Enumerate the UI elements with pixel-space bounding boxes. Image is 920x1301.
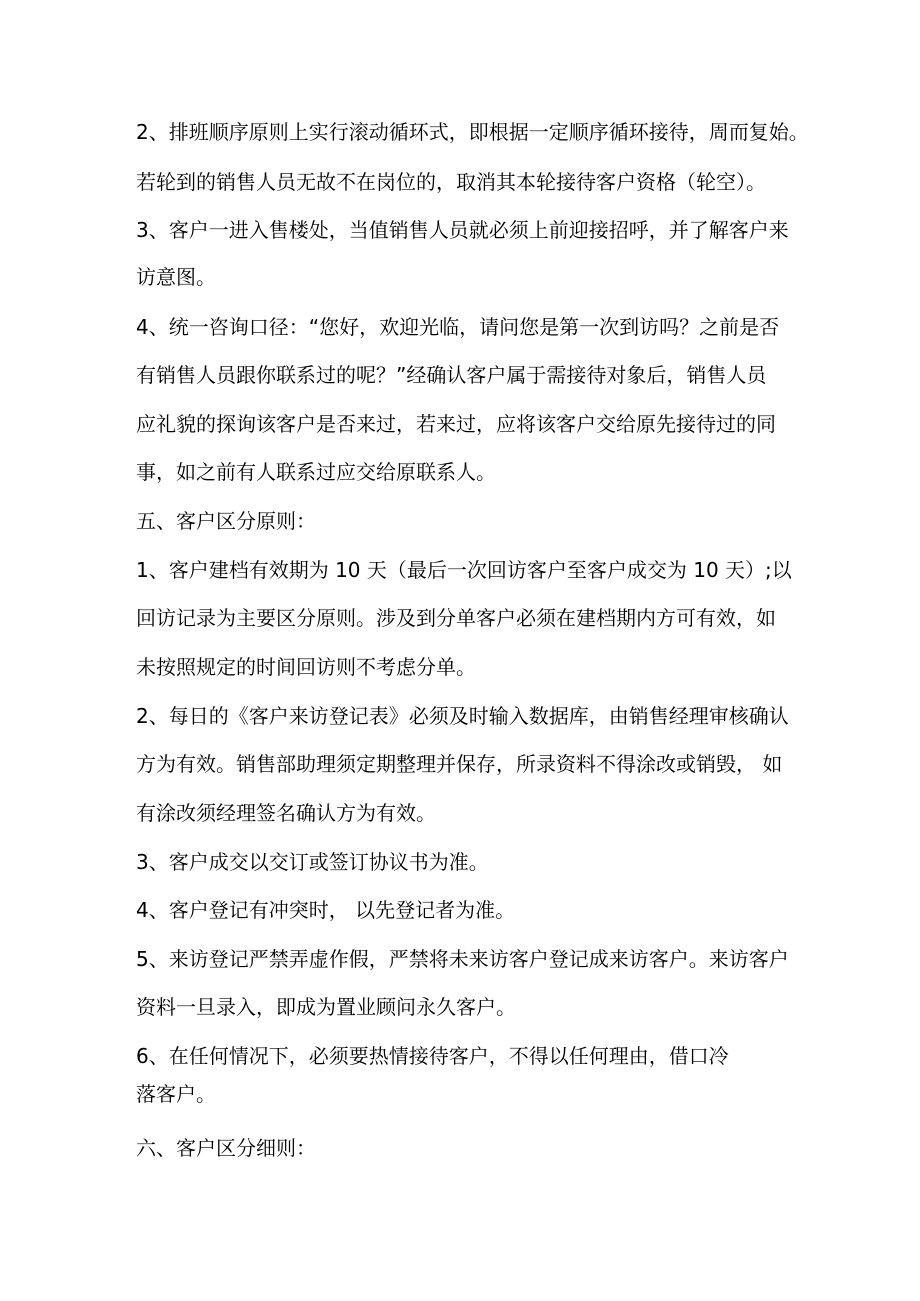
section-heading: 六、客户区分细则： <box>136 1136 316 1160</box>
section-heading: 五、客户区分原则： <box>136 509 316 533</box>
text-line: 有销售人员跟你联系过的呢？”经确认客户属于需接待对象后，销售人员 <box>136 363 767 387</box>
text-line: 1、客户建档有效期为 10 天（最后一次回访客户至客户成交为 10 天）;以 <box>136 558 792 582</box>
text-line: 有涂改须经理签名确认方为有效。 <box>136 801 436 825</box>
text-line: 未按照规定的时间回访则不考虑分单。 <box>136 655 476 679</box>
text-line: 方为有效。销售部助理须定期整理并保存，所录资料不得涂改或销毁， 如 <box>136 752 783 776</box>
text-line: 2、每日的《客户来访登记表》必须及时输入数据库，由销售经理审核确认 <box>136 704 789 728</box>
text-line: 4、客户登记有冲突时， 以先登记者为准。 <box>136 898 516 922</box>
text-line: 若轮到的销售人员无故不在岗位的，取消其本轮接待客户资格（轮空）。 <box>136 170 766 194</box>
text-line: 5、来访登记严禁弄虚作假，严禁将未来访客户登记成来访客户。来访客户 <box>136 947 789 971</box>
text-line: 2、排班顺序原则上实行滚动循环式，即根据一定顺序循环接待，周而复始。 <box>136 120 809 144</box>
text-line: 3、客户成交以交订或签订协议书为准。 <box>136 850 489 874</box>
text-line: 事，如之前有人联系过应交给原联系人。 <box>136 460 496 484</box>
text-line: 6、在任何情况下，必须要热情接待客户，不得以任何理由，借口冷 <box>136 1044 729 1068</box>
text-line: 回访记录为主要区分原则。涉及到分单客户必须在建档期内方可有效，如 <box>136 606 776 630</box>
text-line: 访意图。 <box>136 265 216 289</box>
text-line: 3、客户一进入售楼处，当值销售人员就必须上前迎接招呼，并了解客户来 <box>136 218 789 242</box>
text-line: 落客户。 <box>136 1082 216 1106</box>
text-line: 4、统一咨询口径：“您好，欢迎光临，请问您是第一次到访吗？之前是否 <box>136 315 780 339</box>
text-line: 应礼貌的探询该客户是否来过，若来过，应将该客户交给原先接待过的同 <box>136 412 776 436</box>
text-line: 资料一旦录入，即成为置业顾问永久客户。 <box>136 995 516 1019</box>
